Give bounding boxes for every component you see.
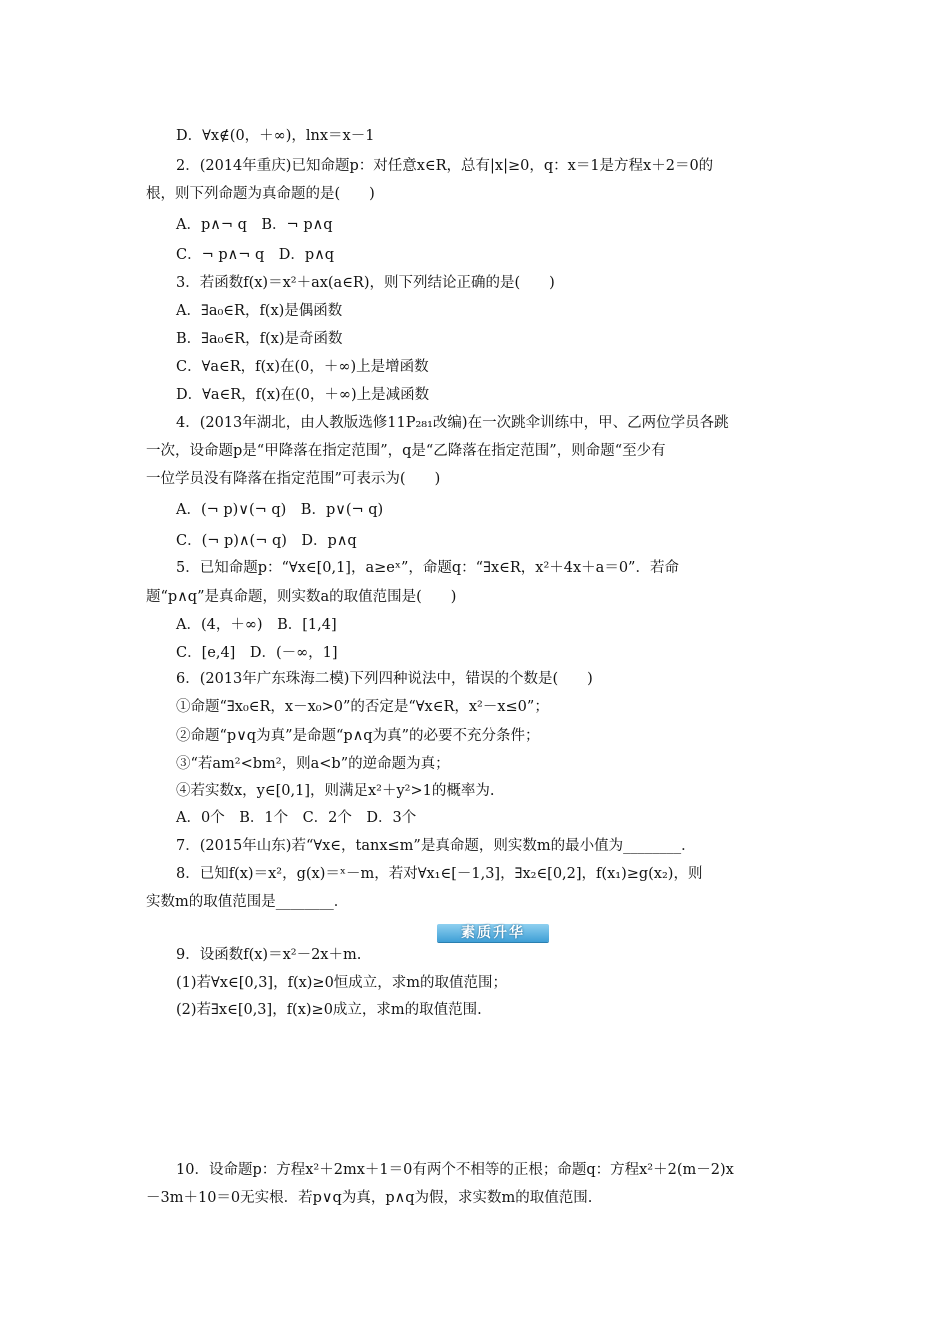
doc-line-q9: 9．设函数f(x)＝x²－2x＋m. — [176, 947, 362, 963]
doc-line-q4-opt-ab: A．(¬ p)∨(¬ q) B．p∨(¬ q) — [176, 502, 384, 518]
doc-line-q9-part1: (1)若∀x∈[0,3]，f(x)≥0恒成立，求m的取值范围； — [176, 975, 508, 991]
doc-line-q9-part2: (2)若∃x∈[0,3]，f(x)≥0成立，求m的取值范围. — [176, 1002, 482, 1018]
doc-line-q10b: －3m＋10＝0无实根．若p∨q为真，p∧q为假，求实数m的取值范围. — [146, 1190, 593, 1206]
doc-line-q4-opt-cd: C．(¬ p)∧(¬ q) D．p∧q — [176, 533, 357, 549]
doc-line-q7: 7．(2015年山东)若“∀x∈，tanx≤m”是真命题，则实数m的最小值为________． — [176, 838, 696, 854]
doc-line-q5b: 题“p∧q”是真命题，则实数a的取值范围是( ) — [146, 589, 457, 605]
section-banner-label: 素质升华 — [461, 925, 525, 941]
doc-line-q6: 6．(2013年广东珠海二模)下列四种说法中，错误的个数是( ) — [176, 671, 593, 687]
doc-line-q6-item4: ④若实数x，y∈[0,1]，则满足x²＋y²>1的概率为. — [176, 783, 495, 799]
doc-line-d: D．∀x∉(0，＋∞)，lnx＝x－1 — [176, 128, 375, 144]
doc-line-q3-opt-a: A．∃a₀∈R，f(x)是偶函数 — [176, 303, 343, 319]
doc-line-q3: 3．若函数f(x)＝x²＋ax(a∈R)，则下列结论正确的是( ) — [176, 275, 555, 291]
doc-line-q6-opts: A．0个 B．1个 C．2个 D．3个 — [176, 810, 417, 826]
doc-line-q10a: 10．设命题p：方程x²＋2mx＋1＝0有两个不相等的正根；命题q：方程x²＋2(m－2)x — [176, 1162, 734, 1178]
doc-line-q6-item2: ②命题“p∨q为真”是命题“p∧q为真”的必要不充分条件； — [176, 728, 540, 744]
doc-line-q3-opt-b: B．∃a₀∈R，f(x)是奇函数 — [176, 331, 343, 347]
doc-line-q5-opt-ab: A．(4，＋∞) B．[1,4] — [176, 617, 337, 633]
doc-line-q4a: 4．(2013年湖北，由人教版选修11P₂₈₁改编)在一次跳伞训练中，甲、乙两位学员各跳 — [176, 415, 729, 431]
doc-line-q2a: 2．(2014年重庆)已知命题p：对任意x∈R，总有|x|≥0，q：x＝1是方程x＋2＝0的 — [176, 158, 714, 174]
doc-line-q4c: 一位学员没有降落在指定范围”可表示为( ) — [146, 471, 441, 487]
doc-line-q5a: 5．已知命题p：“∀x∈[0,1]，a≥eˣ”，命题q：“∃x∈R，x²＋4x＋a＝0”．若命 — [176, 560, 679, 576]
doc-line-q3-opt-d: D．∀a∈R，f(x)在(0，＋∞)上是减函数 — [176, 387, 430, 403]
doc-line-q2-opt-ab: A．p∧¬ q B．¬ p∧q — [176, 217, 333, 233]
doc-line-q8b: 实数m的取值范围是________． — [146, 894, 349, 910]
doc-line-q6-item3: ③“若am²<bm²，则a<b”的逆命题为真； — [176, 756, 450, 772]
doc-line-q5-opt-cd: C．[e,4] D．(－∞，1] — [176, 645, 338, 661]
doc-line-q8a: 8．已知f(x)＝x²，g(x)＝ˣ－m，若对∀x₁∈[－1,3]，∃x₂∈[0,2]，f(x₁)≥g(x₂)，则 — [176, 866, 703, 882]
doc-line-q2b: 根，则下列命题为真命题的是( ) — [146, 186, 375, 202]
doc-line-q3-opt-c: C．∀a∈R，f(x)在(0，＋∞)上是增函数 — [176, 359, 429, 375]
doc-line-q2-opt-cd: C．¬ p∧¬ q D．p∧q — [176, 247, 335, 263]
section-banner — [437, 924, 549, 942]
doc-line-q4b: 一次，设命题p是“甲降落在指定范围”，q是“乙降落在指定范围”，则命题“至少有 — [146, 443, 666, 459]
doc-line-q6-item1: ①命题“∃x₀∈R，x－x₀>0”的否定是“∀x∈R，x²－x≤0”； — [176, 699, 549, 715]
